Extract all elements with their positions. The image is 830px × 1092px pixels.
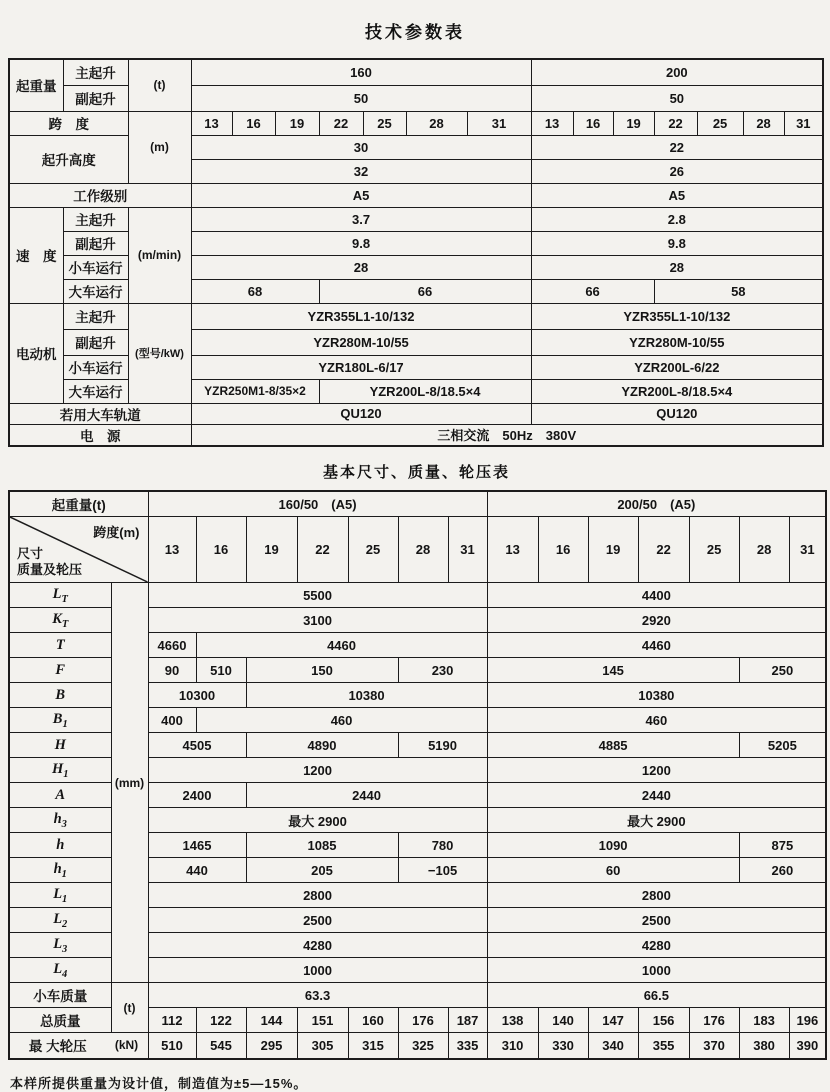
row-label: 大车运行 (63, 379, 128, 403)
value-cell: 19 (275, 111, 319, 135)
unit-label: (型号/kW) (128, 303, 191, 403)
value-cell: 28 (531, 255, 823, 279)
value-cell: 140 (538, 1008, 588, 1033)
value-cell: 68 (191, 279, 319, 303)
value-cell: 2440 (487, 783, 826, 808)
table-row (9, 111, 823, 135)
value-cell: 4280 (487, 933, 826, 958)
value-cell: YZR355L1-10/132 (531, 303, 823, 329)
value-cell: 28 (406, 111, 467, 135)
value-cell: 183 (739, 1008, 789, 1033)
value-cell: YZR200L-6/22 (531, 355, 823, 379)
table-row (9, 583, 826, 608)
value-cell: 160 (191, 59, 531, 85)
value-cell: 19 (588, 517, 638, 583)
row-label: 副起升 (63, 85, 128, 111)
value-cell: 160/50 (A5) (148, 491, 487, 517)
value-cell: 2920 (487, 608, 826, 633)
value-cell: 31 (789, 517, 826, 583)
value-cell: 390 (789, 1033, 826, 1059)
value-cell: 545 (196, 1033, 246, 1059)
value-cell: 28 (743, 111, 784, 135)
value-cell: 9.8 (191, 231, 531, 255)
dimension-symbol: T (9, 633, 111, 658)
value-cell: 176 (689, 1008, 739, 1033)
row-label-total-mass: 总质量 (9, 1008, 111, 1033)
technical-parameters-table (8, 58, 824, 447)
row-label: 主起升 (63, 303, 128, 329)
value-cell: 58 (654, 279, 823, 303)
value-cell: 315 (348, 1033, 398, 1059)
value-cell: 250 (739, 658, 826, 683)
dimension-symbol: B (9, 683, 111, 708)
row-label: 主起升 (63, 207, 128, 231)
row-label: 小车运行 (63, 255, 128, 279)
value-cell: QU120 (191, 403, 531, 424)
dimension-symbol: A (9, 783, 111, 808)
value-cell: 4460 (196, 633, 487, 658)
value-cell: 510 (148, 1033, 196, 1059)
value-cell: YZR355L1-10/132 (191, 303, 531, 329)
value-cell: 112 (148, 1008, 196, 1033)
value-cell: 66.5 (487, 983, 826, 1008)
value-cell: 4660 (148, 633, 196, 658)
value-cell: 31 (784, 111, 823, 135)
value-cell: 176 (398, 1008, 448, 1033)
row-label: 副起升 (63, 329, 128, 355)
value-cell: YZR200L-8/18.5×4 (319, 379, 531, 403)
value-cell: 1085 (246, 833, 398, 858)
value-cell: 460 (487, 708, 826, 733)
value-cell: 310 (487, 1033, 538, 1059)
value-cell: 4460 (487, 633, 826, 658)
value-cell: 22 (654, 111, 697, 135)
value-cell: 122 (196, 1008, 246, 1033)
row-label: 副起升 (63, 231, 128, 255)
dimension-symbol: $L_1$ (9, 883, 111, 908)
value-cell: 66 (319, 279, 531, 303)
table-row (9, 1033, 826, 1059)
value-cell: 460 (196, 708, 487, 733)
value-cell: 最大 2900 (487, 808, 826, 833)
value-cell: 13 (191, 111, 232, 135)
value-cell: 4280 (148, 933, 487, 958)
value-cell: 19 (613, 111, 654, 135)
row-label-power-supply: 电 源 (9, 424, 191, 446)
value-cell: 780 (398, 833, 487, 858)
value-cell: 5205 (739, 733, 826, 758)
table-row (9, 183, 823, 207)
value-cell: YZR250M1-8/35×2 (191, 379, 319, 403)
value-cell: 335 (448, 1033, 487, 1059)
value-cell: 3100 (148, 608, 487, 633)
value-cell: 13 (148, 517, 196, 583)
value-cell: 66 (531, 279, 654, 303)
value-cell: YZR280M-10/55 (191, 329, 531, 355)
value-cell: 5500 (148, 583, 487, 608)
dimension-symbol: F (9, 658, 111, 683)
value-cell: 2440 (246, 783, 487, 808)
value-cell: 145 (487, 658, 739, 683)
table-row (9, 517, 826, 583)
value-cell: 325 (398, 1033, 448, 1059)
table-row (9, 424, 823, 446)
value-cell: 4400 (487, 583, 826, 608)
value-cell: YZR180L-6/17 (191, 355, 531, 379)
value-cell: 160 (348, 1008, 398, 1033)
value-cell: 187 (448, 1008, 487, 1033)
value-cell: QU120 (531, 403, 823, 424)
unit-label: (mm) (111, 583, 148, 983)
value-cell: 22 (531, 135, 823, 159)
value-cell: 31 (467, 111, 531, 135)
row-label-motor: 电动机 (9, 303, 63, 403)
value-cell: 440 (148, 858, 246, 883)
value-cell: 4890 (246, 733, 398, 758)
value-cell: 50 (191, 85, 531, 111)
table-row (9, 59, 823, 85)
dimension-symbol: $L_3$ (9, 933, 111, 958)
value-cell: 2800 (487, 883, 826, 908)
value-cell: 380 (739, 1033, 789, 1059)
row-label: 大车运行 (63, 279, 128, 303)
row-label-crane-rail: 若用大车轨道 (9, 403, 191, 424)
value-cell: 2500 (487, 908, 826, 933)
unit-label: (t) (128, 59, 191, 111)
value-cell: 200 (531, 59, 823, 85)
value-cell: 1200 (487, 758, 826, 783)
dimension-symbol: $L_T$ (9, 583, 111, 608)
table1-title: 技术参数表 (365, 23, 465, 42)
value-cell: 25 (697, 111, 743, 135)
value-cell: 13 (531, 111, 573, 135)
unit-label: (m) (128, 111, 191, 183)
unit-label: (kN) (114, 1038, 139, 1053)
value-cell: 3.7 (191, 207, 531, 231)
value-cell: 2400 (148, 783, 246, 808)
value-cell: 16 (196, 517, 246, 583)
value-cell: 最大 2900 (148, 808, 487, 833)
value-cell: 151 (297, 1008, 348, 1033)
diag-label-dimensions: 尺寸 (17, 546, 44, 561)
table-row (9, 983, 826, 1008)
dimensions-mass-wheel-load-table (8, 490, 827, 1060)
value-cell: 16 (573, 111, 613, 135)
value-cell: 340 (588, 1033, 638, 1059)
row-label-duty-class: 工作级别 (9, 183, 191, 207)
diag-label-span: 跨度(m) (93, 525, 140, 540)
dimension-symbol: $h_3$ (9, 808, 111, 833)
value-cell: 510 (196, 658, 246, 683)
value-cell: 22 (638, 517, 689, 583)
value-cell: YZR280M-10/55 (531, 329, 823, 355)
value-cell: 1200 (148, 758, 487, 783)
value-cell: 400 (148, 708, 196, 733)
value-cell: 1000 (148, 958, 487, 983)
table-row (9, 403, 823, 424)
value-cell: YZR200L-8/18.5×4 (531, 379, 823, 403)
value-cell: 1090 (487, 833, 739, 858)
diagonal-header-cell (9, 517, 148, 583)
value-cell: 4885 (487, 733, 739, 758)
value-cell: 144 (246, 1008, 297, 1033)
row-label: 小车运行 (63, 355, 128, 379)
value-cell: 50 (531, 85, 823, 111)
row-label-max-wheel-load (9, 1033, 148, 1059)
value-cell: 26 (531, 159, 823, 183)
value-cell: 1465 (148, 833, 246, 858)
value-cell: 9.8 (531, 231, 823, 255)
value-cell: 200/50 (A5) (487, 491, 826, 517)
value-cell: 196 (789, 1008, 826, 1033)
value-cell: 31 (448, 517, 487, 583)
value-cell: 150 (246, 658, 398, 683)
value-cell: 205 (246, 858, 398, 883)
diag-label-mass-wheel-load: 质量及轮压 (17, 562, 83, 577)
value-cell: 2800 (148, 883, 487, 908)
value-cell: 2.8 (531, 207, 823, 231)
value-cell: 370 (689, 1033, 739, 1059)
row-label-lifting-capacity: 起重量 (9, 59, 63, 111)
value-cell: 305 (297, 1033, 348, 1059)
value-cell: 19 (246, 517, 297, 583)
value-cell: 28 (739, 517, 789, 583)
value-cell: 32 (191, 159, 531, 183)
value-cell: 147 (588, 1008, 638, 1033)
value-cell: 60 (487, 858, 739, 883)
value-cell: 三相交流 50Hz 380V (191, 424, 823, 446)
value-cell: 230 (398, 658, 487, 683)
dimension-symbol: $h_1$ (9, 858, 111, 883)
value-cell: 10380 (487, 683, 826, 708)
value-cell: 28 (398, 517, 448, 583)
value-cell: 22 (319, 111, 363, 135)
row-label: 主起升 (63, 59, 128, 85)
row-label-speed: 速 度 (9, 207, 63, 303)
value-cell: 138 (487, 1008, 538, 1033)
row-label: 最 大轮压 (28, 1039, 87, 1055)
value-cell: 10300 (148, 683, 246, 708)
dimension-symbol: H (9, 733, 111, 758)
value-cell: 4505 (148, 733, 246, 758)
value-cell: 63.3 (148, 983, 487, 1008)
value-cell: 1000 (487, 958, 826, 983)
row-label-lifting-height: 起升高度 (9, 135, 128, 183)
value-cell: 16 (538, 517, 588, 583)
footnote: 本样所提供重量为设计值，制造值为±5—15%。 (10, 1075, 308, 1091)
table2-title: 基本尺寸、质量、轮压表 (322, 463, 510, 481)
value-cell: 13 (487, 517, 538, 583)
table-row (9, 491, 826, 517)
value-cell: −105 (398, 858, 487, 883)
unit-label: (m/min) (128, 207, 191, 303)
value-cell: 2500 (148, 908, 487, 933)
unit-label: (t) (111, 983, 148, 1033)
value-cell: 5190 (398, 733, 487, 758)
value-cell: 260 (739, 858, 826, 883)
value-cell: A5 (191, 183, 531, 207)
value-cell: 30 (191, 135, 531, 159)
dimension-symbol: $B_1$ (9, 708, 111, 733)
dimension-symbol: h (9, 833, 111, 858)
table-row (9, 207, 823, 231)
value-cell: 875 (739, 833, 826, 858)
header-lifting-capacity: 起重量(t) (9, 491, 148, 517)
value-cell: 28 (191, 255, 531, 279)
value-cell: 25 (348, 517, 398, 583)
table-row (9, 303, 823, 329)
value-cell: 355 (638, 1033, 689, 1059)
value-cell: 156 (638, 1008, 689, 1033)
value-cell: 10380 (246, 683, 487, 708)
value-cell: A5 (531, 183, 823, 207)
row-label-trolley-mass: 小车质量 (9, 983, 111, 1008)
value-cell: 25 (363, 111, 406, 135)
dimension-symbol: $K_T$ (9, 608, 111, 633)
value-cell: 25 (689, 517, 739, 583)
value-cell: 22 (297, 517, 348, 583)
value-cell: 295 (246, 1033, 297, 1059)
dimension-symbol: $L_4$ (9, 958, 111, 983)
row-label-span: 跨 度 (9, 111, 128, 135)
dimension-symbol: $L_2$ (9, 908, 111, 933)
value-cell: 330 (538, 1033, 588, 1059)
dimension-symbol: $H_1$ (9, 758, 111, 783)
value-cell: 16 (232, 111, 275, 135)
value-cell: 90 (148, 658, 196, 683)
